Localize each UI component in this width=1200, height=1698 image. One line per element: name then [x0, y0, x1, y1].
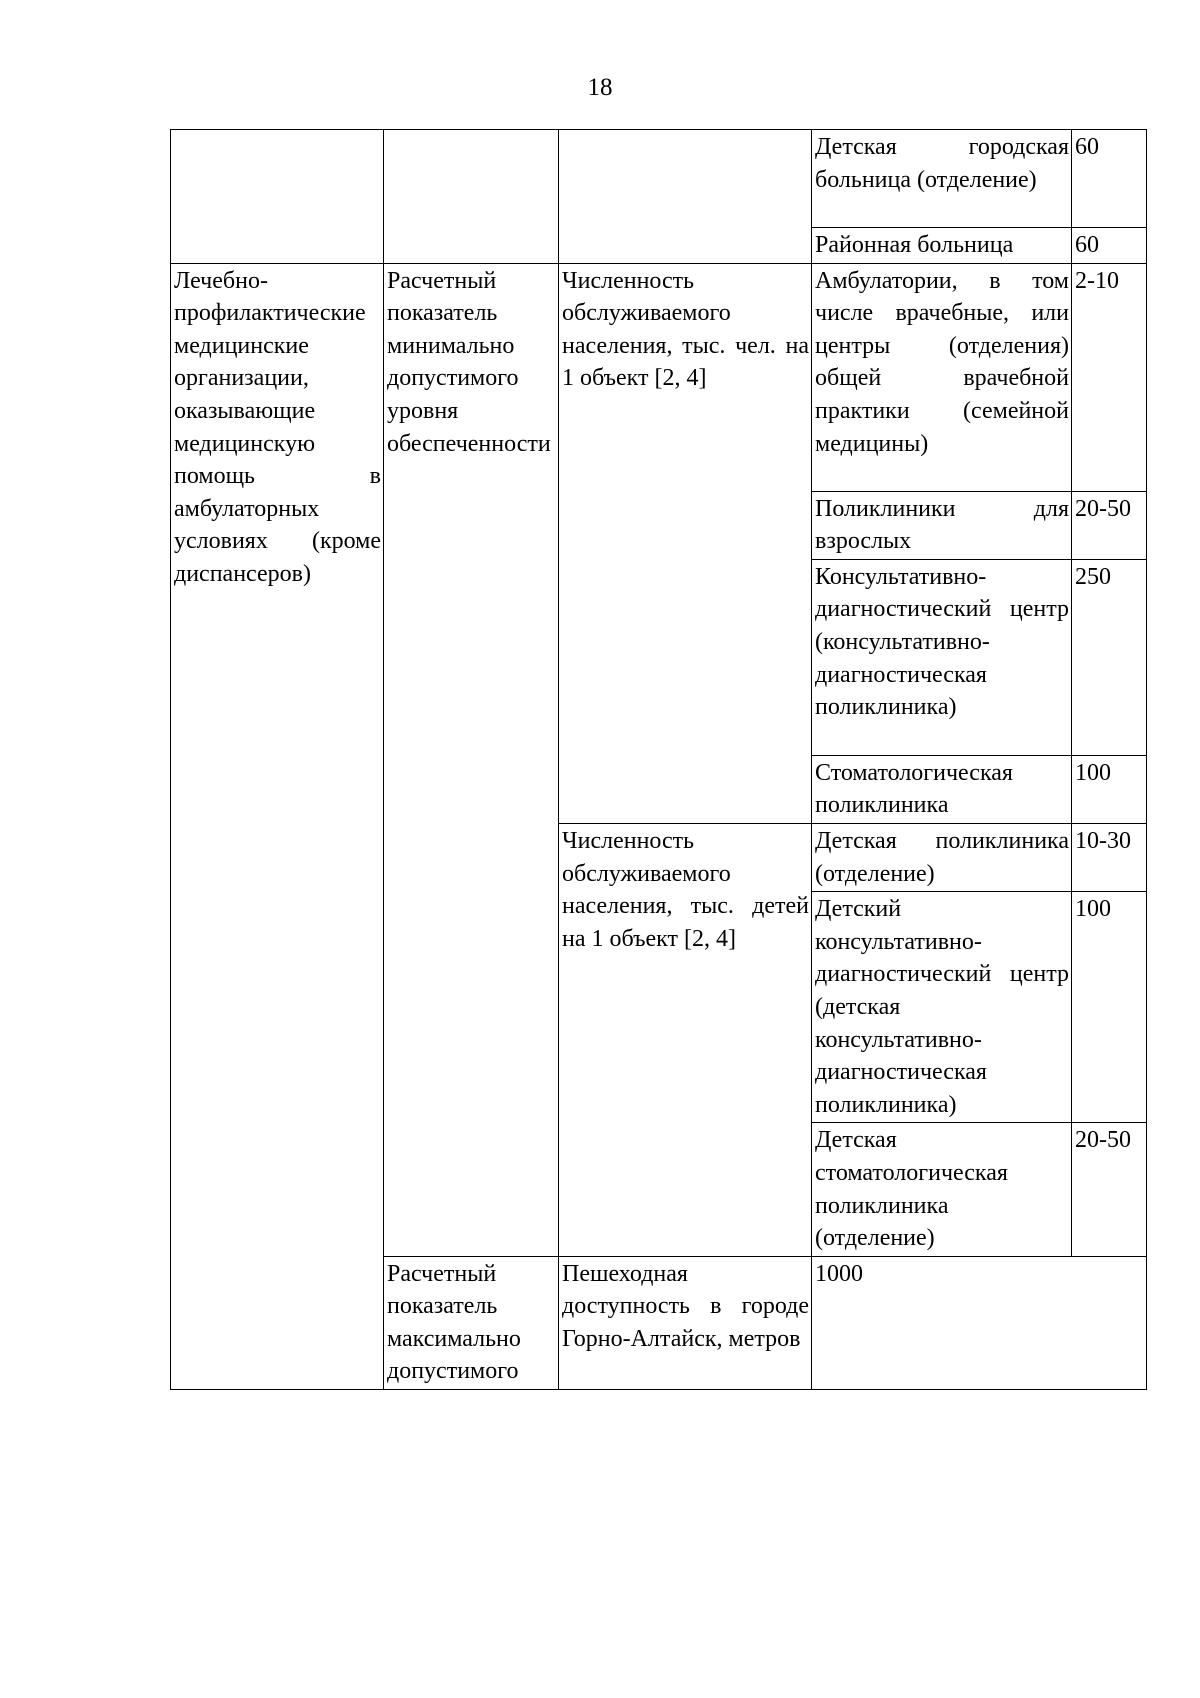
facility-cell: Детская стоматологическая поликлиника (отделение) [812, 1123, 1072, 1256]
empty-cell [559, 130, 812, 264]
facility-cell: Детская городская больница (отделение) [812, 130, 1072, 228]
facility-cell: Поликлиники для взрослых [812, 491, 1072, 559]
facility-cell: Консультативно-диагностический центр (консультативно-диагностическая поликлиника) [812, 559, 1072, 755]
value-cell: 2-10 [1072, 263, 1147, 491]
object-type-cell: Лечебно-профилактические медицинские организации, оказывающие медицинскую помощь в амбулаторных условиях (кроме диспансеров) [171, 263, 384, 1389]
measure-adults-cell: Численность обслуживаемого населения, тыс. чел. на 1 объект [2, 4] [559, 263, 812, 823]
value-cell: 100 [1072, 755, 1147, 823]
measure-children-cell: Численность обслуживаемого населения, тыс. детей на 1 объект [2, 4] [559, 823, 812, 1256]
access-value-cell: 1000 [812, 1256, 1147, 1389]
facility-cell: Районная больница [812, 228, 1072, 264]
facility-cell: Детская поликлиника (отделение) [812, 823, 1072, 891]
facility-cell: Стоматологическая поликлиника [812, 755, 1072, 823]
facility-cell: Амбулатории, в том числе врачебные, или центры (отделения) общей врачебной практики (семейной медицины) [812, 263, 1072, 491]
value-cell: 20-50 [1072, 491, 1147, 559]
value-cell: 10-30 [1072, 823, 1147, 891]
facility-cell: Детский консультативно-диагностический центр (детская консультативно-диагностическая поликлиника) [812, 892, 1072, 1123]
value-cell: 20-50 [1072, 1123, 1147, 1256]
value-cell: 60 [1072, 228, 1147, 264]
indicator-min-cell: Расчетный показатель минимально допустимого уровня обеспеченности [384, 263, 559, 1256]
indicator-max-cell: Расчетный показатель максимально допустимого [384, 1256, 559, 1389]
value-cell: 60 [1072, 130, 1147, 228]
value-cell: 100 [1072, 892, 1147, 1123]
measure-access-cell: Пешеходная доступность в городе Горно-Алтайск, метров [559, 1256, 812, 1389]
empty-cell [171, 130, 384, 264]
table-row [171, 130, 1147, 228]
table-row [171, 263, 1147, 491]
page-number: 18 [587, 74, 613, 101]
norms-table [170, 129, 1147, 1390]
value-cell: 250 [1072, 559, 1147, 755]
empty-cell [384, 130, 559, 264]
